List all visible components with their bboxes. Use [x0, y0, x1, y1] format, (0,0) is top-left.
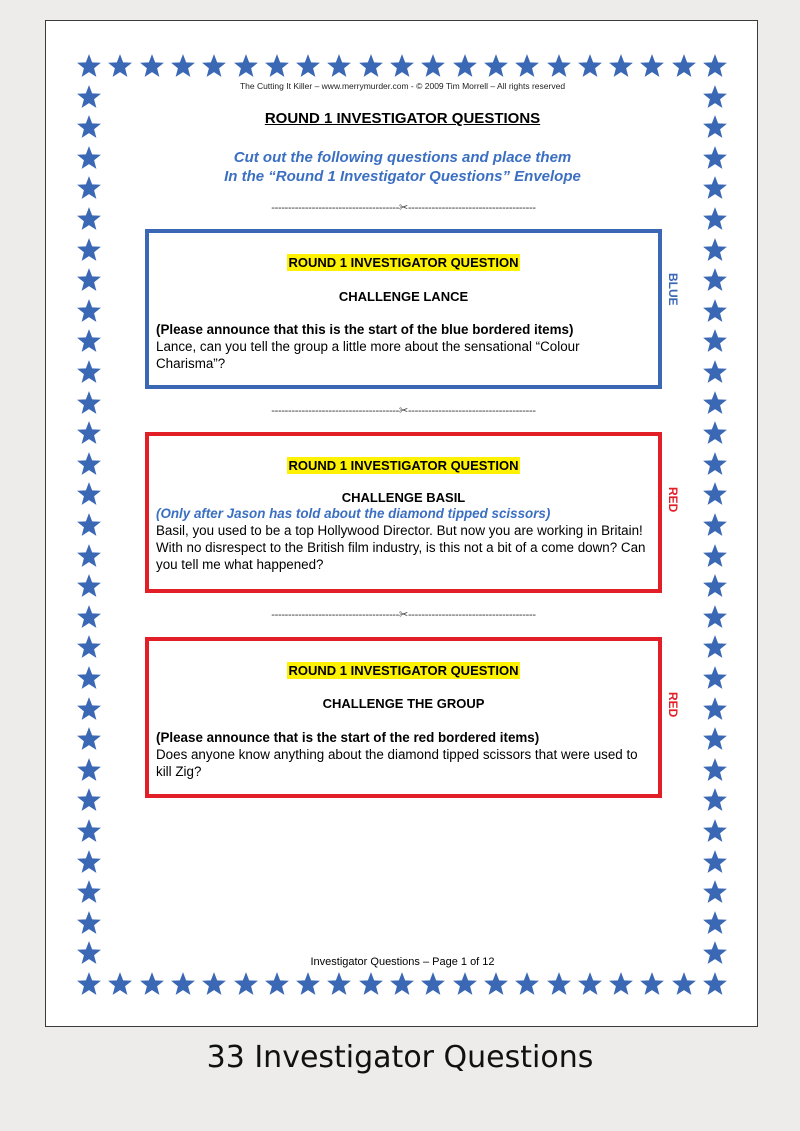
star-icon	[702, 359, 728, 385]
star-icon	[264, 971, 290, 997]
star-icon	[76, 298, 102, 324]
star-icon	[702, 757, 728, 783]
star-icon	[483, 971, 509, 997]
star-icon	[702, 451, 728, 477]
challenge-title: CHALLENGE LANCE	[338, 289, 469, 304]
star-icon	[702, 53, 728, 79]
question-text: Lance, can you tell the group a little more about the sensational “Colour Charisma”?	[156, 339, 580, 371]
star-icon	[577, 53, 603, 79]
star-icon	[76, 757, 102, 783]
star-icon	[76, 481, 102, 507]
side-label-red: RED	[666, 692, 680, 718]
star-icon	[639, 53, 665, 79]
star-icon	[170, 971, 196, 997]
star-icon	[389, 53, 415, 79]
copyright-header: The Cutting It Killer – www.merrymurder.com - © 2009 Tim Morrell – All rights reserved	[239, 81, 566, 91]
star-icon	[702, 206, 728, 232]
star-icon	[389, 971, 415, 997]
star-icon	[76, 787, 102, 813]
star-icon	[76, 267, 102, 293]
star-icon	[326, 53, 352, 79]
star-icon	[139, 53, 165, 79]
challenge-title: CHALLENGE THE GROUP	[322, 696, 485, 711]
star-icon	[702, 604, 728, 630]
star-icon	[76, 634, 102, 660]
star-icon	[76, 206, 102, 232]
star-icon	[76, 879, 102, 905]
star-icon	[107, 53, 133, 79]
star-icon	[608, 53, 634, 79]
star-icon	[702, 237, 728, 263]
star-icon	[546, 971, 572, 997]
question-lead: (Only after Jason has told about the diamond tipped scissors)	[156, 506, 551, 521]
star-icon	[702, 787, 728, 813]
star-icon	[76, 359, 102, 385]
star-icon	[702, 390, 728, 416]
star-icon	[702, 573, 728, 599]
question-badge: ROUND 1 INVESTIGATOR QUESTION	[288, 458, 519, 473]
star-icon	[702, 971, 728, 997]
star-icon	[702, 512, 728, 538]
star-icon	[76, 543, 102, 569]
star-icon	[76, 665, 102, 691]
star-icon	[702, 696, 728, 722]
star-icon	[702, 849, 728, 875]
star-icon	[233, 971, 259, 997]
question-body	[156, 729, 648, 780]
star-icon	[608, 971, 634, 997]
star-icon	[76, 53, 102, 79]
star-icon	[358, 971, 384, 997]
star-icon	[76, 726, 102, 752]
star-icon	[76, 420, 102, 446]
question-badge: ROUND 1 INVESTIGATOR QUESTION	[288, 255, 519, 270]
cut-line: --------------------------------------✂--------------------------------------	[271, 405, 536, 417]
star-icon	[671, 971, 697, 997]
star-icon	[76, 573, 102, 599]
star-icon	[577, 971, 603, 997]
question-card-basil	[145, 432, 662, 593]
star-icon	[702, 420, 728, 446]
star-icon	[514, 53, 540, 79]
star-icon	[452, 971, 478, 997]
star-icon	[107, 971, 133, 997]
side-label-blue: BLUE	[666, 273, 680, 306]
question-text: Does anyone know anything about the diamond tipped scissors that were used to kill Zig?	[156, 747, 638, 779]
star-icon	[483, 53, 509, 79]
star-icon	[514, 971, 540, 997]
page-title: ROUND 1 INVESTIGATOR QUESTIONS	[264, 110, 541, 127]
star-icon	[702, 543, 728, 569]
star-icon	[639, 971, 665, 997]
star-icon	[702, 910, 728, 936]
star-icon	[702, 328, 728, 354]
star-icon	[702, 665, 728, 691]
star-icon	[420, 971, 446, 997]
star-icon	[702, 481, 728, 507]
star-icon	[76, 910, 102, 936]
star-icon	[264, 53, 290, 79]
star-icon	[702, 726, 728, 752]
cut-line: --------------------------------------✂--------------------------------------	[271, 202, 536, 214]
star-icon	[76, 696, 102, 722]
star-icon	[76, 512, 102, 538]
star-icon	[76, 818, 102, 844]
star-icon	[295, 971, 321, 997]
star-icon	[76, 390, 102, 416]
star-icon	[702, 818, 728, 844]
star-icon	[233, 53, 259, 79]
star-icon	[76, 849, 102, 875]
star-icon	[420, 53, 446, 79]
star-icon	[702, 267, 728, 293]
question-card-lance	[145, 229, 662, 389]
star-icon	[702, 634, 728, 660]
star-icon	[358, 53, 384, 79]
question-body	[156, 321, 648, 372]
instruction-line-2: In the “Round 1 Investigator Questions” Envelope	[224, 168, 581, 185]
question-card-group	[145, 637, 662, 798]
star-icon	[546, 53, 572, 79]
star-icon	[702, 879, 728, 905]
side-label-red: RED	[666, 487, 680, 513]
product-caption: 33 Investigator Questions	[206, 1040, 594, 1075]
question-text: Basil, you used to be a top Hollywood Director. But now you are working in Britain! With no disrespect to the British film industry, is this not a bit of a come down? Can you tell me what happened?	[156, 523, 646, 572]
instruction-line-1: Cut out the following questions and place them	[233, 149, 572, 166]
question-lead: (Please announce that is the start of the red bordered items)	[156, 730, 540, 745]
star-icon	[170, 53, 196, 79]
star-icon	[76, 451, 102, 477]
star-icon	[671, 53, 697, 79]
question-lead: (Please announce that this is the start of the blue bordered items)	[156, 322, 574, 337]
star-icon	[139, 971, 165, 997]
star-icon	[702, 298, 728, 324]
challenge-title: CHALLENGE BASIL	[341, 490, 466, 505]
question-body	[156, 505, 648, 573]
star-icon	[326, 971, 352, 997]
star-icon	[76, 604, 102, 630]
star-icon	[76, 328, 102, 354]
page-footer: Investigator Questions – Page 1 of 12	[310, 956, 495, 968]
star-icon	[295, 53, 321, 79]
star-icon	[201, 53, 227, 79]
document-page	[45, 20, 758, 1027]
star-icon	[76, 971, 102, 997]
cut-line: --------------------------------------✂--------------------------------------	[271, 609, 536, 621]
question-badge: ROUND 1 INVESTIGATOR QUESTION	[288, 663, 519, 678]
star-icon	[201, 971, 227, 997]
star-icon	[76, 237, 102, 263]
star-icon	[452, 53, 478, 79]
